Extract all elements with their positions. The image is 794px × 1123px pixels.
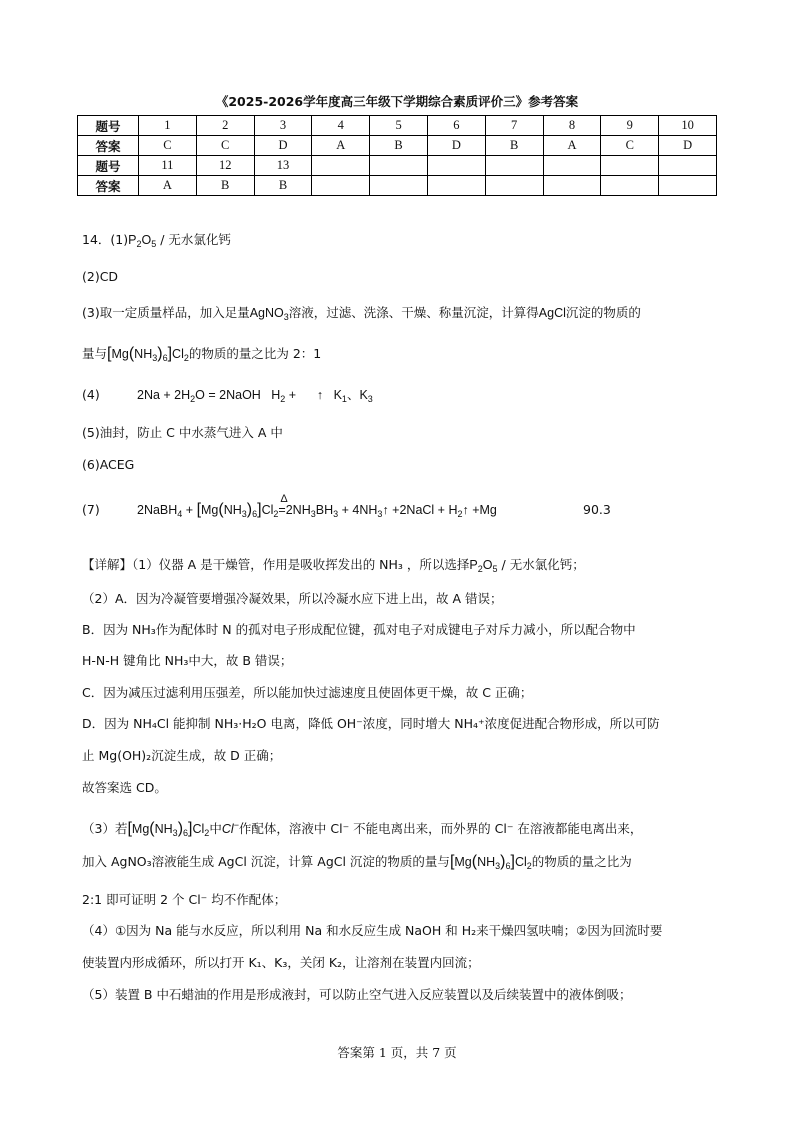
number-cell: 12 <box>196 156 254 176</box>
detail-1: 【详解】（1）仪器 A 是干燥管，作用是吸收挥发出的 NH₃ ，所以选择$P_2O_5$ / 无水氯化钙； <box>82 557 585 574</box>
header-label-cell: 题号 <box>78 156 139 176</box>
empty-cell <box>427 156 485 176</box>
number-cell: 11 <box>139 156 197 176</box>
answer-cell: A <box>139 176 197 196</box>
answer-14-3-line2: 量与$[Mg(NH_3)_6]Cl_2$的物质的量之比为 2：1 <box>82 345 322 363</box>
detail-6: D．因为 NH₄Cl 能抑制 NH₃·H₂O 电离，降低 OH⁻浓度，同时增大 NH₄⁺浓度促进配合物形成，所以可防 <box>82 716 660 731</box>
empty-cell <box>370 176 428 196</box>
page-title: 《2025-2026学年度高三年级下学期综合素质评价三》参考答案 <box>215 94 579 109</box>
answer-cell: A <box>543 136 601 156</box>
number-cell: 2 <box>196 116 254 136</box>
answer-cell: A <box>312 136 370 156</box>
answer-table <box>77 115 717 196</box>
number-cell: 9 <box>601 116 659 136</box>
number-cell: 6 <box>427 116 485 136</box>
answer-cell: C <box>196 136 254 156</box>
number-cell: 3 <box>254 116 312 136</box>
answer-14-4: (4) $2Na + 2H_2O$ = 2NaOH $H_2$ + ↑ $K_1$、$K_3$ <box>82 385 100 405</box>
header-label-cell: 题号 <box>78 116 139 136</box>
detail-8: 故答案选 CD。 <box>82 780 167 795</box>
answer-cell: B <box>485 136 543 156</box>
answer-label-cell: 答案 <box>78 176 139 196</box>
empty-cell <box>485 156 543 176</box>
number-cell: 7 <box>485 116 543 136</box>
answer-14-3-line1: (3)取一定质量样品，加入足量AgNO$_3$溶液，过滤、洗涤、干燥、称量沉淀，计算得AgCl沉淀的物质的 <box>82 305 641 322</box>
detail-13: 使装置内形成循环，所以打开 K₁、K₃，关闭 K₂，让溶剂在装置内回流； <box>82 955 480 970</box>
table-row <box>78 176 717 196</box>
answer-cell: D <box>254 136 312 156</box>
detail-5: C．因为减压过滤利用压强差，所以能加快过滤速度且使固体更干燥，故 C 正确； <box>82 685 533 700</box>
detail-2: （2）A．因为冷凝管要增强冷凝效果，所以冷凝水应下进上出，故 A 错误； <box>82 591 503 606</box>
number-cell: 8 <box>543 116 601 136</box>
answer-label-cell: 答案 <box>78 136 139 156</box>
reaction-equation: $2Na + 2H_2O$ = 2NaOH $H_2$ + ↑ $K_1$、$K_3$ <box>137 388 373 404</box>
empty-cell <box>659 176 717 196</box>
number-cell: 1 <box>139 116 197 136</box>
answer-cell: B <box>196 176 254 196</box>
detail-9: （3）若$[Mg(NH_3)_6]Cl_2$中Cl−作配体，溶液中 Cl⁻ 不能电离出来，而外界的 Cl⁻ 在溶液都能电离出来， <box>82 820 643 838</box>
empty-cell <box>312 156 370 176</box>
number-cell: 10 <box>659 116 717 136</box>
detail-4: H-N-H 键角比 NH₃中大，故 B 错误； <box>82 653 293 668</box>
empty-cell <box>543 156 601 176</box>
empty-cell <box>485 176 543 196</box>
answer-cell: B <box>254 176 312 196</box>
empty-cell <box>427 176 485 196</box>
empty-cell <box>659 156 717 176</box>
empty-cell <box>543 176 601 196</box>
table-row <box>78 116 717 136</box>
answer-14-2: (2)CD <box>82 269 119 284</box>
detail-12: （4）①因为 Na 能与水反应，所以利用 Na 和水反应生成 NaOH 和 H₂来干燥四氢呋喃；②因为回流时要 <box>82 923 663 938</box>
detail-3: B．因为 NH₃作为配体时 N 的孤对电子形成配位键，孤对电子对成键电子对斥力减小，所以配合物中 <box>82 622 636 637</box>
number-cell: 4 <box>312 116 370 136</box>
answer-cell: C <box>139 136 197 156</box>
empty-cell <box>370 156 428 176</box>
page-footer: 答案第 1 页，共 7 页 <box>337 1045 457 1060</box>
number-cell: 5 <box>370 116 428 136</box>
detail-14: （5）装置 B 中石蜡油的作用是形成液封，可以防止空气进入反应装置以及后续装置中的液体倒吸； <box>82 987 632 1002</box>
complex-formula: $[Mg(NH_3)_6]Cl_2$ <box>107 345 189 363</box>
table-row <box>78 136 717 156</box>
empty-cell <box>601 176 659 196</box>
answer-14-1: 14．$(1)P_2O_5$ / 无水氯化钙 <box>82 232 231 249</box>
number-cell: 13 <box>254 156 312 176</box>
answer-14-5: (5)油封，防止 C 中水蒸气进入 A 中 <box>82 425 283 440</box>
reaction-equation-7: 2NaBH$_4$ + $[Mg(NH_3)_6]Cl_2$ Δ $=2NH_3BH_3$ + $4NH_3↑$ +2NaCl + $H_2↑ +Mg$ <box>137 493 497 519</box>
answer-cell: D <box>427 136 485 156</box>
detail-10: 加入 AgNO₃溶液能生成 AgCl 沉淀，计算 AgCl 沉淀的物质的量与$[Mg(NH_3)_6]Cl_2$的物质的量之比为 <box>82 853 632 871</box>
table-row <box>78 156 717 176</box>
detail-11: 2:1 即可证明 2 个 Cl⁻ 均不作配体； <box>82 892 287 907</box>
detail-7: 止 Mg(OH)₂沉淀生成，故 D 正确； <box>82 748 282 763</box>
answer-cell: D <box>659 136 717 156</box>
yield-value: 90.3 <box>583 502 611 517</box>
answer-cell: B <box>370 136 428 156</box>
empty-cell <box>312 176 370 196</box>
answer-14-7: (7) 2NaBH$_4$ + $[Mg(NH_3)_6]Cl_2$ Δ $=2NH_3BH_3$ + $4NH_3↑$ +2NaCl + $H_2↑ +Mg$ 90.3 <box>82 500 100 520</box>
answer-14-6: (6)ACEG <box>82 457 135 472</box>
answer-cell: C <box>601 136 659 156</box>
empty-cell <box>601 156 659 176</box>
p2o5-formula: $P_2O_5$ <box>128 233 157 249</box>
